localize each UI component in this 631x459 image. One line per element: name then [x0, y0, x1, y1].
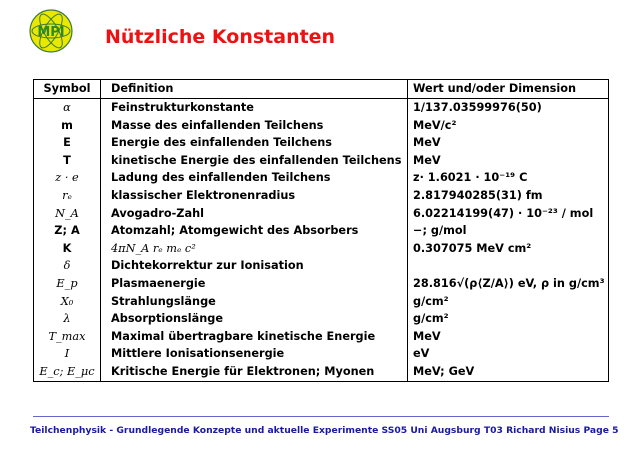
table-row — [34, 222, 609, 240]
definition-cell: Absorptionslänge — [101, 310, 408, 328]
definition-cell: Atomzahl; Atomgewicht des Absorbers — [101, 222, 408, 240]
symbol-cell: m — [34, 117, 101, 135]
symbol-cell: K — [34, 240, 101, 258]
table-row — [34, 293, 609, 311]
table-row — [34, 257, 609, 275]
definition-cell: Masse des einfallenden Teilchens — [101, 117, 408, 135]
value-cell: MeV — [413, 329, 441, 343]
value-cell: MeV — [413, 136, 441, 150]
footer-divider — [33, 416, 609, 417]
symbol-cell: T_max — [34, 328, 101, 346]
definition-cell: kinetische Energie des einfallenden Teilchens — [101, 152, 408, 170]
table-row — [34, 117, 609, 135]
symbol-cell: E_c; E_μc — [34, 363, 101, 381]
value-cell: 6.02214199(47) · 10⁻²³ / mol — [413, 206, 594, 220]
table-row — [34, 345, 609, 363]
header-definition: Definition — [101, 80, 408, 99]
value-cell: 2.817940285(31) fm — [413, 188, 543, 202]
logo-text: MPI — [37, 25, 65, 40]
symbol-cell: N_A — [34, 205, 101, 223]
value-cell: 28.816√(ρ⟨Z/A⟩) eV, ρ in g/cm³ — [413, 276, 605, 290]
table-row — [34, 152, 609, 170]
definition-cell: Strahlungslänge — [101, 293, 408, 311]
value-cell — [408, 257, 609, 275]
table-row — [34, 363, 609, 381]
table-row — [34, 240, 609, 258]
value-cell: −; g/mol — [413, 224, 467, 238]
value-cell: MeV — [413, 153, 441, 167]
table-row — [34, 99, 609, 117]
definition-cell: klassischer Elektronenradius — [101, 187, 408, 205]
value-cell: z· 1.6021 · 10⁻¹⁹ C — [413, 171, 528, 185]
symbol-cell: λ — [34, 310, 101, 328]
value-cell: MeV/c² — [413, 118, 457, 132]
value-cell: MeV; GeV — [413, 364, 475, 378]
definition-cell: Dichtekorrektur zur Ionisation — [101, 257, 408, 275]
mpi-atom-logo-icon — [28, 8, 74, 54]
definition-cell: Avogadro-Zahl — [101, 205, 408, 223]
symbol-cell: T — [34, 152, 101, 170]
table-row — [34, 205, 609, 223]
value-cell: g/cm² — [413, 312, 449, 326]
symbol-cell: α — [34, 99, 101, 117]
symbol-cell: E — [34, 134, 101, 152]
mpi-logo — [28, 8, 74, 54]
value-cell: g/cm² — [413, 294, 449, 308]
symbol-cell: I — [34, 345, 101, 363]
symbol-cell: δ — [34, 257, 101, 275]
table-row — [34, 169, 609, 187]
definition-cell: Maximal übertragbare kinetische Energie — [101, 328, 408, 346]
definition-cell: Plasmaenergie — [101, 275, 408, 293]
page-title: Nützliche Konstanten — [105, 26, 336, 48]
value-cell: 0.307075 MeV cm² — [413, 241, 532, 255]
definition-cell: Feinstrukturkonstante — [101, 99, 408, 117]
symbol-cell: Z; A — [34, 222, 101, 240]
symbol-cell: z · e — [34, 169, 101, 187]
value-cell: eV — [413, 347, 430, 361]
definition-cell: Energie des einfallenden Teilchens — [101, 134, 408, 152]
value-cell: 1/137.03599976(50) — [413, 101, 542, 114]
definition-cell: Ladung des einfallenden Teilchens — [101, 169, 408, 187]
table-row — [34, 134, 609, 152]
symbol-cell: E_p — [34, 275, 101, 293]
footer-text: Teilchenphysik - Grundlegende Konzepte und aktuelle Experimente SS05 Uni Augsburg T03 Richard Nisius Page 5 — [30, 425, 619, 436]
table-header-row — [34, 80, 609, 99]
header-symbol: Symbol — [34, 80, 101, 99]
symbol-cell: rₑ — [34, 187, 101, 205]
definition-cell: Mittlere Ionisationsenergie — [101, 345, 408, 363]
header-value: Wert und/oder Dimension — [413, 82, 577, 96]
table-row — [34, 187, 609, 205]
table-row — [34, 275, 609, 293]
table-row — [34, 328, 609, 346]
definition-cell: Kritische Energie für Elektronen; Myonen — [101, 363, 408, 381]
table-row — [34, 310, 609, 328]
definition-cell: 4πN_A rₑ mₑ c² — [101, 240, 408, 258]
symbol-cell: X₀ — [34, 293, 101, 311]
constants-table — [33, 79, 609, 382]
